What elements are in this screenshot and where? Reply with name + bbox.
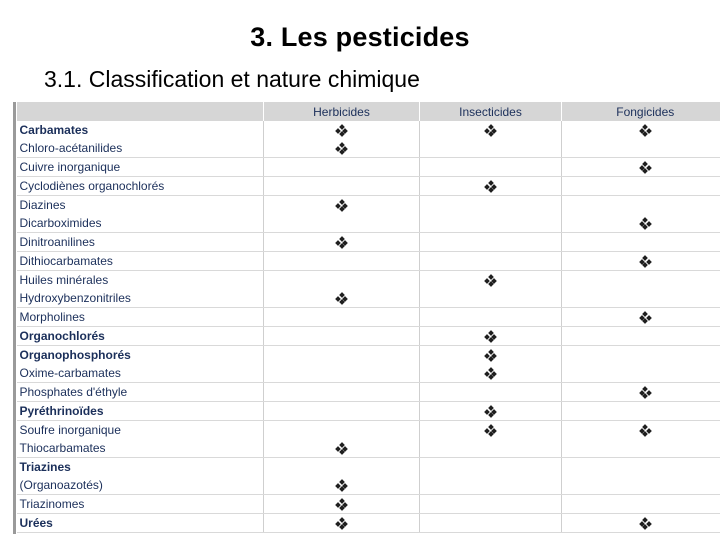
table-row xyxy=(17,383,720,402)
four-diamond-icon xyxy=(640,387,651,398)
fongicides-cell xyxy=(562,252,720,271)
mark-slot xyxy=(562,308,720,326)
mark-slot xyxy=(420,214,561,232)
four-diamond-icon xyxy=(640,125,651,136)
four-diamond-icon xyxy=(485,425,496,436)
mark-slot xyxy=(562,514,720,532)
four-diamond-icon xyxy=(336,143,347,154)
mark-slot xyxy=(264,458,419,476)
herbicides-cell xyxy=(264,177,420,196)
mark-slot xyxy=(562,495,720,513)
chemical-family-name: Carbamates xyxy=(19,123,89,137)
header-name-column xyxy=(17,102,264,121)
mark-slot xyxy=(562,139,720,157)
insecticides-cell xyxy=(420,458,562,495)
herbicides-cell xyxy=(264,383,420,402)
four-diamond-icon xyxy=(336,518,347,529)
mark-slot xyxy=(264,514,419,532)
herbicides-cell xyxy=(264,327,420,346)
four-diamond-icon xyxy=(336,200,347,211)
mark-slot xyxy=(264,121,419,139)
mark-slot xyxy=(562,421,720,439)
mark-slot xyxy=(264,439,419,457)
mark-slot xyxy=(264,364,419,382)
herbicides-cell xyxy=(264,158,420,177)
mark-slot xyxy=(420,327,561,345)
insecticides-cell xyxy=(420,158,562,177)
table-row xyxy=(17,177,720,196)
mark-slot xyxy=(562,364,720,382)
chemical-family-name: Dithiocarbamates xyxy=(19,254,113,268)
header-fongicides: Fongicides xyxy=(562,102,720,121)
four-diamond-icon xyxy=(336,499,347,510)
chemical-family-name: Diazines xyxy=(19,198,66,212)
four-diamond-icon xyxy=(640,256,651,267)
chemical-family-cell xyxy=(17,402,264,421)
mark-slot xyxy=(420,346,561,364)
mark-slot xyxy=(264,346,419,364)
chemical-family-name: Triazinomes xyxy=(19,497,85,511)
chemical-family-name: Thiocarbamates xyxy=(19,441,106,455)
table-row xyxy=(17,346,720,383)
herbicides-cell xyxy=(264,402,420,421)
mark-slot xyxy=(264,495,419,513)
mark-slot xyxy=(562,252,720,270)
table-row xyxy=(17,327,720,346)
mark-slot xyxy=(264,402,419,420)
chemical-family-cell xyxy=(17,158,264,177)
mark-slot xyxy=(264,289,419,307)
four-diamond-icon xyxy=(485,406,496,417)
fongicides-cell xyxy=(562,158,720,177)
chemical-family-cell xyxy=(17,252,264,271)
chemical-family-cell xyxy=(17,196,264,233)
insecticides-cell xyxy=(420,252,562,271)
table-row xyxy=(17,233,720,252)
mark-slot xyxy=(420,514,561,532)
mark-slot xyxy=(562,476,720,494)
mark-slot xyxy=(420,439,561,457)
four-diamond-icon xyxy=(640,425,651,436)
mark-slot xyxy=(420,271,561,289)
mark-slot xyxy=(264,233,419,251)
chemical-family-cell xyxy=(17,514,264,533)
herbicides-cell xyxy=(264,271,420,308)
chemical-family-cell xyxy=(17,458,264,495)
four-diamond-icon xyxy=(336,480,347,491)
classification-table xyxy=(16,102,720,533)
table-row xyxy=(17,158,720,177)
mark-slot xyxy=(420,177,561,195)
mark-slot xyxy=(420,458,561,476)
mark-slot xyxy=(420,495,561,513)
chemical-family-name: Organophosphorés xyxy=(19,348,131,362)
insecticides-cell xyxy=(420,308,562,327)
table-row xyxy=(17,121,720,158)
fongicides-cell xyxy=(562,121,720,158)
mark-slot xyxy=(562,158,720,176)
chemical-family-name: Phosphates d'éthyle xyxy=(19,385,128,399)
four-diamond-icon xyxy=(485,368,496,379)
mark-slot xyxy=(420,139,561,157)
header-herbicides: Herbicides xyxy=(264,102,420,121)
chemical-family-cell xyxy=(17,495,264,514)
chemical-family-name: Cyclodiènes organochlorés xyxy=(19,179,165,193)
mark-slot xyxy=(264,139,419,157)
chemical-family-name: Urées xyxy=(19,516,53,530)
herbicides-cell xyxy=(264,514,420,533)
mark-slot xyxy=(562,233,720,251)
mark-slot xyxy=(264,214,419,232)
chemical-family-name: Cuivre inorganique xyxy=(19,160,121,174)
table-row xyxy=(17,308,720,327)
chemical-family-name: (Organoazotés) xyxy=(19,478,103,492)
insecticides-cell xyxy=(420,271,562,308)
insecticides-cell xyxy=(420,495,562,514)
chemical-family-cell xyxy=(17,308,264,327)
fongicides-cell xyxy=(562,402,720,421)
chemical-family-cell xyxy=(17,233,264,252)
mark-slot xyxy=(264,158,419,176)
insecticides-cell xyxy=(420,233,562,252)
insecticides-cell xyxy=(420,421,562,458)
fongicides-cell xyxy=(562,196,720,233)
mark-slot xyxy=(420,121,561,139)
mark-slot xyxy=(420,196,561,214)
mark-slot xyxy=(264,252,419,270)
four-diamond-icon xyxy=(485,181,496,192)
header-insecticides: Insecticides xyxy=(420,102,562,121)
fongicides-cell xyxy=(562,233,720,252)
mark-slot xyxy=(562,271,720,289)
mark-slot xyxy=(264,476,419,494)
insecticides-cell xyxy=(420,327,562,346)
fongicides-cell xyxy=(562,458,720,495)
mark-slot xyxy=(420,158,561,176)
mark-slot xyxy=(264,308,419,326)
herbicides-cell xyxy=(264,495,420,514)
insecticides-cell xyxy=(420,346,562,383)
insecticides-cell xyxy=(420,177,562,196)
mark-slot xyxy=(562,402,720,420)
mark-slot xyxy=(420,476,561,494)
mark-slot xyxy=(420,252,561,270)
mark-slot xyxy=(264,421,419,439)
four-diamond-icon xyxy=(485,331,496,342)
fongicides-cell xyxy=(562,346,720,383)
mark-slot xyxy=(562,177,720,195)
table-row xyxy=(17,495,720,514)
chemical-family-name: Organochlorés xyxy=(19,329,105,343)
table-row xyxy=(17,402,720,421)
table-row xyxy=(17,458,720,495)
mark-slot xyxy=(562,289,720,307)
insecticides-cell xyxy=(420,402,562,421)
four-diamond-icon xyxy=(640,162,651,173)
insecticides-cell xyxy=(420,121,562,158)
mark-slot xyxy=(264,196,419,214)
insecticides-cell xyxy=(420,196,562,233)
mark-slot xyxy=(562,439,720,457)
mark-slot xyxy=(562,458,720,476)
mark-slot xyxy=(562,383,720,401)
chemical-family-name: Chloro-acétanilides xyxy=(19,141,123,155)
table-row xyxy=(17,421,720,458)
four-diamond-icon xyxy=(336,125,347,136)
mark-slot xyxy=(562,121,720,139)
chemical-family-name: Dicarboximides xyxy=(19,216,102,230)
mark-slot xyxy=(420,308,561,326)
herbicides-cell xyxy=(264,252,420,271)
fongicides-cell xyxy=(562,271,720,308)
chemical-family-cell xyxy=(17,346,264,383)
herbicides-cell xyxy=(264,421,420,458)
four-diamond-icon xyxy=(336,443,347,454)
classification-table-container xyxy=(13,102,720,534)
mark-slot xyxy=(264,327,419,345)
mark-slot xyxy=(562,346,720,364)
herbicides-cell xyxy=(264,196,420,233)
mark-slot xyxy=(420,289,561,307)
mark-slot xyxy=(420,233,561,251)
fongicides-cell xyxy=(562,308,720,327)
mark-slot xyxy=(420,402,561,420)
chemical-family-name: Morpholines xyxy=(19,310,85,324)
mark-slot xyxy=(420,383,561,401)
fongicides-cell xyxy=(562,383,720,402)
table-row xyxy=(17,271,720,308)
chemical-family-name: Pyréthrinoïdes xyxy=(19,404,104,418)
four-diamond-icon xyxy=(485,125,496,136)
fongicides-cell xyxy=(562,177,720,196)
herbicides-cell xyxy=(264,346,420,383)
table-row xyxy=(17,514,720,533)
four-diamond-icon xyxy=(640,518,651,529)
four-diamond-icon xyxy=(640,312,651,323)
herbicides-cell xyxy=(264,458,420,495)
chemical-family-cell xyxy=(17,421,264,458)
mark-slot xyxy=(562,327,720,345)
slide-subtitle: 3.1. Classification et nature chimique xyxy=(44,66,420,92)
chemical-family-name: Soufre inorganique xyxy=(19,423,121,437)
four-diamond-icon xyxy=(336,293,347,304)
mark-slot xyxy=(562,214,720,232)
table-body xyxy=(17,121,720,533)
chemical-family-cell xyxy=(17,121,264,158)
four-diamond-icon xyxy=(485,275,496,286)
chemical-family-name: Dinitroanilines xyxy=(19,235,95,249)
four-diamond-icon xyxy=(485,350,496,361)
four-diamond-icon xyxy=(640,218,651,229)
herbicides-cell xyxy=(264,121,420,158)
chemical-family-name: Huiles minérales xyxy=(19,273,109,287)
fongicides-cell xyxy=(562,421,720,458)
mark-slot xyxy=(264,177,419,195)
table-header-row xyxy=(17,102,720,121)
table-row xyxy=(17,196,720,233)
fongicides-cell xyxy=(562,327,720,346)
slide-title: 3. Les pesticides xyxy=(250,22,470,52)
chemical-family-cell xyxy=(17,177,264,196)
mark-slot xyxy=(264,383,419,401)
chemical-family-cell xyxy=(17,327,264,346)
herbicides-cell xyxy=(264,308,420,327)
chemical-family-name: Triazines xyxy=(19,460,71,474)
chemical-family-cell xyxy=(17,271,264,308)
chemical-family-name: Oxime-carbamates xyxy=(19,366,121,380)
mark-slot xyxy=(264,271,419,289)
mark-slot xyxy=(420,421,561,439)
fongicides-cell xyxy=(562,514,720,533)
table-row xyxy=(17,252,720,271)
four-diamond-icon xyxy=(336,237,347,248)
insecticides-cell xyxy=(420,514,562,533)
insecticides-cell xyxy=(420,383,562,402)
fongicides-cell xyxy=(562,495,720,514)
chemical-family-name: Hydroxybenzonitriles xyxy=(19,291,131,305)
mark-slot xyxy=(562,196,720,214)
chemical-family-cell xyxy=(17,383,264,402)
mark-slot xyxy=(420,364,561,382)
herbicides-cell xyxy=(264,233,420,252)
